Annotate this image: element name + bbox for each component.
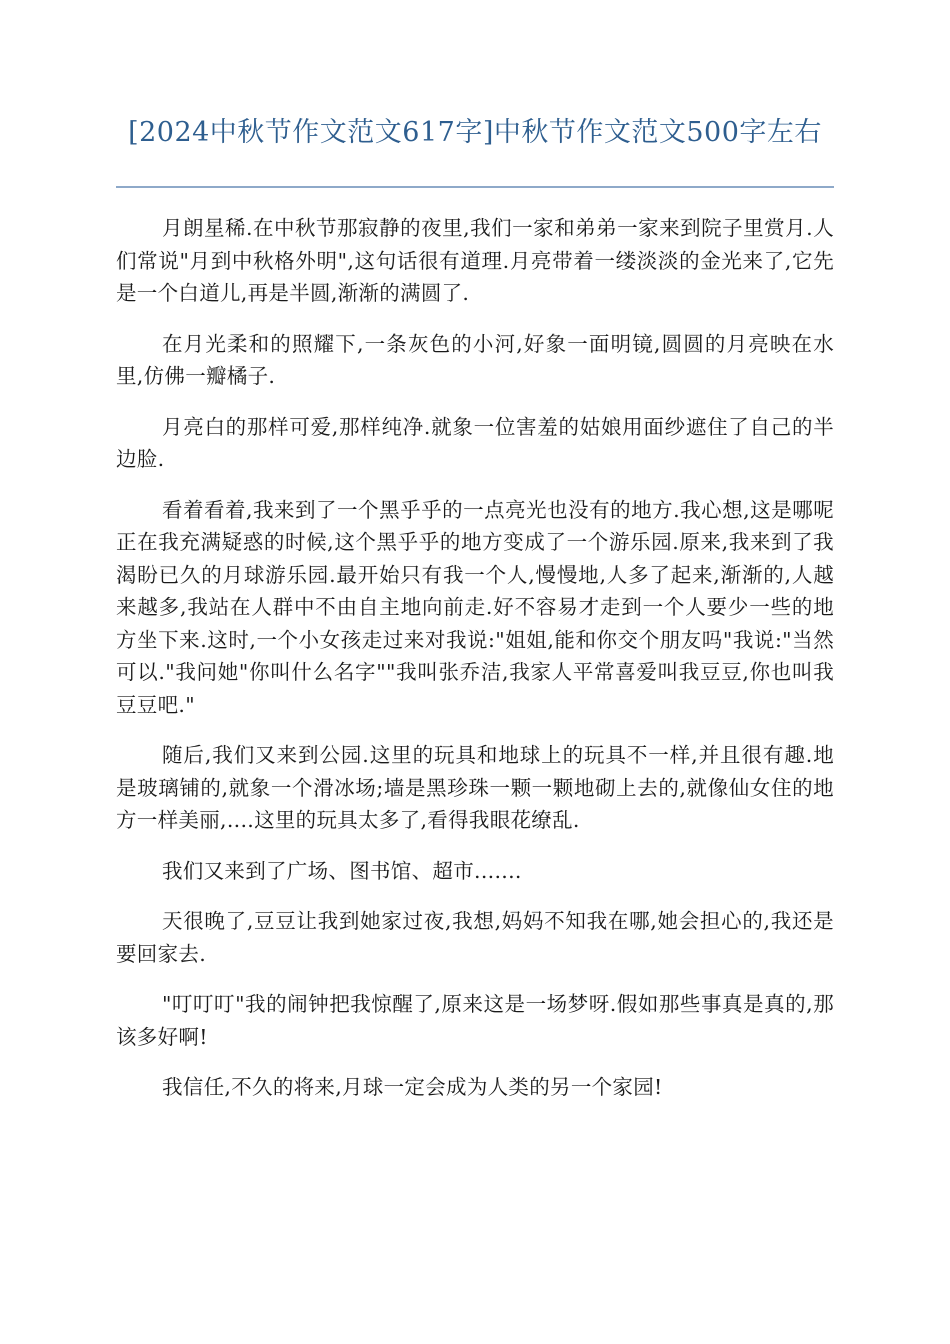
- paragraph-7: 天很晚了,豆豆让我到她家过夜,我想,妈妈不知我在哪,她会担心的,我还是要回家去.: [116, 909, 834, 966]
- document-title: [2024中秋节作文范文617字]中秋节作文范文500字左右: [128, 117, 822, 148]
- paragraph-8: "叮叮叮"我的闹钟把我惊醒了,原来这是一场梦呀.假如那些事真是真的,那该多好啊!: [116, 992, 834, 1049]
- paragraph-2: 在月光柔和的照耀下,一条灰色的小河,好象一面明镜,圆圆的月亮映在水里,仿佛一瓣橘子.: [116, 331, 834, 388]
- document-body: [116, 212, 834, 1122]
- paragraph-1: 月朗星稀.在中秋节那寂静的夜里,我们一家和弟弟一家来到院子里赏月.人们常说"月到中秋格外明",这句话很有道理.月亮带着一缕淡淡的金光来了,它先是一个白道儿,再是半圆,渐渐的满圆了.: [116, 216, 834, 305]
- paragraph-4: 看着看着,我来到了一个黑乎乎的一点亮光也没有的地方.我心想,这是哪呢正在我充满疑惑的时候,这个黑乎乎的地方变成了一个游乐园.原来,我来到了我渴盼已久的月球游乐园.最开始只有我一个人,慢慢地,人多了起来,渐渐的,人越来越多,我站在人群中不由自主地向前走.好不容易才走到一个人要少一些的地方坐下来.这时,一个小女孩走过来对我说:"姐姐,能和你交个朋友吗"我说:"当然可以."我问她"你叫什么名字""我叫张乔洁,我家人平常喜爱叫我豆豆,你也叫我豆豆吧.": [116, 497, 834, 717]
- paragraph-3: 月亮白的那样可爱,那样纯净.就象一位害羞的姑娘用面纱遮住了自己的半边脸.: [116, 414, 834, 471]
- paragraph-9: 我信任,不久的将来,月球一定会成为人类的另一个家园!: [162, 1075, 663, 1099]
- paragraph-6: 我们又来到了广场、图书馆、超市.......: [162, 858, 522, 883]
- paragraph-5: 随后,我们又来到公园.这里的玩具和地球上的玩具不一样,并且很有趣.地是玻璃铺的,就象一个滑冰场;墙是黑珍珠一颗一颗地砌上去的,就像仙女住的地方一样美丽,....这里的玩具太多了,看得我眼花缭乱.: [116, 743, 834, 832]
- title-divider: [116, 186, 834, 188]
